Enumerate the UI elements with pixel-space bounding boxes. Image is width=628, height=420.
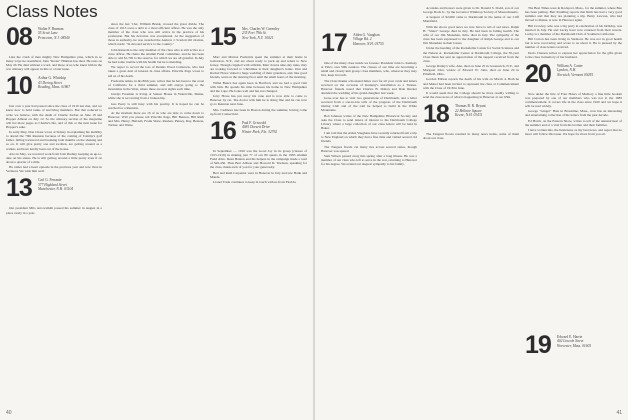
class-entry-20 [525,61,622,89]
column-3 [210,22,307,410]
note-paragraph: Under the heading of the Rockefeller Center for Social Sciences and the Nelson A. Rockefeller Center at Dartmouth College, the 50-year Class Dean has sent an appreciation of the support received from the class. [423,46,519,63]
class-secretary: William A. Carter Lyndon, N.H. Norwich, Vermont 05055 [557,63,594,77]
column-6-lower [525,330,622,410]
note-paragraph: Like the crush of men mighty New Hampshire pine, which in so many ways he resembled, John "Rosie" Hinman has died. He rests on May 20. He died without a word, and those of us who knew him in the war obituary will appear in this or a later issue. [6,55,102,72]
page-number: 41 [616,410,622,416]
class-year: 17 [321,29,347,57]
page-number: 40 [6,410,12,416]
class-entry-17 [321,30,417,58]
note-paragraph: A bequest of $2,000 came to Dartmouth in the name of our Cliff Mansfield. [423,15,519,24]
class-entry-13 [6,175,102,203]
note-paragraph: In early May, Don Chase wrote at Sidney in explaining his inability to attend the 70th Reunion because of the coming of Tommy's golf father, falling backward and breaking both thumbs on the shaking and so on. It will give pretty one and swollen, are getting around as a walker, and have hardly been out of the house. [6,130,102,151]
class-secretary: Thomas B. R. Bryant 22 Bellaire Square Keene, N.H. 03431 [455,104,486,117]
note-paragraph: It would seem that the College should be more readily willing to send the class news of what is happening in Hanover at our 65th. [423,90,519,99]
class-secretary: Arthur G. Whitship 43 Dering Street Reading, Mass. 01867 [38,76,71,90]
note-paragraph: I am told that the Alden Vaughans have recently returned from a trip to New England on which they had a fine time and visited several old friends. [321,131,417,144]
class-year: 10 [6,72,32,101]
note-paragraph: I have written this, the lieutenant, as my best news, and regret that no more will follow this issue. We hope for more from you all. [525,128,622,137]
note-paragraph: since the last '13er, William Brunk, crossed the great divide. The class of 1913 owes a debt to a most efficient officer. He was the only member of the class who was still active in the practice of his profession. But his devotion was exceptional. At the suggestion of those in authority, he was awarded the Andrew J. Scarlett Oil citation, which reads: "In devoted service to the country." [108,22,204,47]
left-page [0,0,313,420]
note-paragraph: Bill Cotton has been living in Vermont. He was not in good health but is now recovering and wrote to us about it. He is pleased by the number of class letters received. [525,37,622,50]
note-paragraph: Jerry Howe has put away his cane and is now able to come to Hanover by car. The doctor tells him he is doing fine and he can now go to Reunion next June. [210,94,307,107]
column-1 [6,22,102,410]
class-entry-19 [525,332,622,360]
note-paragraph: George "Ginger" Hale in Brookline, Mass., now has an interesting and entertaining collection of his letters from the past decade. [525,109,622,118]
class-year: 13 [6,174,32,203]
note-paragraph: One of the many class trends we foresee: President John G. Kemeny at Yale's own 50th reunion. The classes of our time are becoming a small and closely knit group: class members, who, wherever they may live, keep in touch. [321,61,417,78]
note-paragraph: Marr and Marion Frederick spent the summer at their home in Galveston, N.Y., and are about ready to pack up and return to New Jersey. Though crippled with arthritis, Marr downs nine-day treks, they are looking forward to Christmas at their daughter's home. Dan and Rachel Howe visited a huge wedding of their grandson, and, like good friends, went on the dancing floor until the small hours of the morning. [210,55,307,80]
class-entry-10 [6,73,102,101]
note-paragraph: Ed Hatch, on the Eastern Shore, writes to tell of the unusual heat of the summer and of a visit from his brother and their families. [525,118,622,127]
class-secretary: Edward E. Harrie 402 Lincoln Street Worcester, Mass. 01605 [557,335,592,348]
class-secretary: Walter F. Burman 55 Scott Lane Princeton, N.J. 08540 [38,27,70,40]
column-4 [321,28,417,410]
class-entry-16 [210,118,307,146]
class-secretary: Alden G. Vaughan Village Rd. 2 Hanover, N.H. 03755 [353,33,384,46]
class-entry-08 [6,24,102,52]
note-paragraph: With the above good news we now have to tell of sad news. Ralph H. "Slater" George died in July. He had been in failing health. The wife of our Jim Shanahan, Julia, died in July. The sympathy of the class has been expressed to the daughter of Ralph George and to our Jim Shanahan in their losses. [423,24,519,46]
note-paragraph: At the moment there are 16 of us who are able to come down to Hanover. Will you please tell Priscilla Page, Bill Benson, Bill Ruth and Mrs. Henry, Hartzell, Frank Shaw, Reuben, Putney, Ray, Benson, Tucker, and Waite. [108,111,204,128]
class-year: 18 [423,100,449,129]
class-year: 20 [525,59,551,88]
class-year: 08 [6,23,32,51]
note-paragraph: Lionel Trask continues to keep in touch with us from Florida. [213,179,297,184]
note-paragraph: Doris Clausen writes to express her appreciation for the gifts given to the class in memory of her husband. [525,50,622,59]
note-paragraph: The Best Times were in Rockport, Mass., for the summer, where Ben has been putting. Bert Paulding reports that Ruth has had a very good summer and that they are planning a trip. Betsy Lawson, who had moved to Maine, is now in Hanover again. [525,6,622,23]
class-entry-15 [210,24,307,52]
note-paragraph: Acolades and honors were given to Dr. Donald S. Dodd, son of our George Dock Jr., by the Governor Winthrop Society of Massachusetts. [423,6,519,15]
column-2 [108,22,204,410]
note-paragraph: The Tangent floods resulted in many news items, some of them about our class. [423,132,519,141]
note-paragraph: John Ransom is the only member of the class who is still active as a class officer. He chairs the Alumni Fund committee, and he has been able to add $1,700 to the reserve, for which we are all grateful. In July he had some trouble with his health but he is mending. [108,47,204,65]
note-paragraph: Gone ever has to visit two generations of Dartmouth, and a letter received from a son-in-law tells of the progress of the Dartmouth Outing Club and of the trail he helped to build in the White Mountains. [321,96,417,113]
page-title: Class Notes [6,2,98,21]
note-paragraph: The Class thanks a thousand times over for all your cards and letters received on the occasion of Kemeny's installation as a Trustee. Hanover friends noted that Charles B. Dalton and Dale Rucker attended the wedding of his grand-daughter last week. [321,78,417,95]
note-paragraph: Bill Crowley, who was a big party in celebration of his birthday, was married in July. He and Lucky have now returned from their travels. Lucky is a member of the Dartmouth Club of Southern California. [525,23,622,36]
note-paragraph: Our president Milo Arrowsmith passed his summer in August in a place rarely in a year. [6,206,102,215]
class-year: 19 [525,331,551,359]
class-secretary: Carl G. Ferrante 377 Highland Street Manchester, N.H. 03104 [38,178,74,192]
note-paragraph: Bert and Ruth Carpenter were in Hanover in July and saw Hank and Maude. [210,170,307,179]
right-page [315,0,628,420]
note-paragraph: Gus Peary is still busy with his poultry. It is hoped he can be reached for a Reunion. [108,101,204,110]
note-paragraph: We regret to record the loss of Dennis Wood Comstock, who had taken a great deal of interest in class affairs. Priscilla Page wrote to tell us of his death. [108,65,204,78]
note-paragraph: He rather had a heart episode in the previous year and now lives in Vermont. We wish him well. [6,165,102,174]
note-paragraph: Mrs. Cudmore has been in Boston during the summer, having come up from Connecticut. [210,107,307,116]
class-secretary: Paul F. Griswold 4081 Dorsett Drive Winter Park, Fla. 32792 [242,120,278,134]
note-paragraph: Sam Wilson passed away this spring after a long illness. He was a member of our class who left to serve in the war, returning to Hanover for his degree. We extend our deepest sympathy to his family. [321,154,417,167]
note-paragraph: Bob Johnson writes of the New Hampshire Historical Society and asks the Class to send letters of interest to the Dartmouth College Library where a large collection of our class letters will be held in Baker. [321,113,417,130]
class-year: 15 [210,23,236,51]
note-paragraph: Gordon Ellison reports the death of his wife on March 4. Both he and Mabel had been invited to represent the class at Commencement with the Class of 1918 in June. [423,77,519,90]
note-paragraph: In September — 1916 was the Good Joy in its group (classes of 1915-1919) in making just 77 of our 80 quests in the 1983 Alumni Fund drive. Dean Hanlon and his helpers in the campaign made a total of $20,456. Thus Bert Allison and Howard D. Trudeau, speaking for the class, thank each of you for your generosity. [210,148,307,170]
class-secretary: Mrs. Charles W. Greenley 235 Fort 79th St. New York, N.Y. 10021 [242,27,280,40]
note-paragraph: The Tongass floods cut many ties across several states, though Hanover was spared. [321,144,417,153]
note-paragraph: Frederick Ames, in his 86th year, writes that he has been to the coast of California for a third summer, and still enjoys going to the mountains in the West, where there are new sights each time. [108,78,204,91]
note-paragraph: George Dailey's wife, Ann, died on June 25 in Greenwich, N.Y., and Margaret John, widow of Edward W. John, died on June 20 in Pittsfield, Ohio. [423,63,519,77]
class-year: 16 [210,116,236,145]
class-entry-18 [423,101,519,129]
note-paragraph: Gladys Freeman is living at Sunset House in Waterville, Maine, while she is recovering from a broken hip. [108,92,204,101]
note-paragraph: Now under the title of Four Hours of Memory a fine little booklet was prepared by one of our members who was not at the 1983 commencement. It covers life in the class since 1920 and we hope it will be read widely. [525,91,622,108]
note-paragraph: Willet Bunce has again been in Hartford, and we had a good visit with him. He spends his time between his home in New Hampshire and the Cape. He looks well and has not changed. [210,80,307,93]
note-paragraph: Just over a year had passed since the class of 1910 last met, and we knew how to hold ranks of surviving members. But that reduced to write we believe, with the death of Charlie Jordan on June 18 and Hopper Allison on July 12. So the obituary section of the magazine will list more pages as Charlie's life, and of this or the next issue for Hopper's sake. [6,104,102,129]
note-paragraph: Also in May, we received work from Tom Dudley, keeping us up-to-date on his status. He is still getting around a little pretty even if on about a quarter of a mile. [6,151,102,164]
column-5 [423,6,519,410]
